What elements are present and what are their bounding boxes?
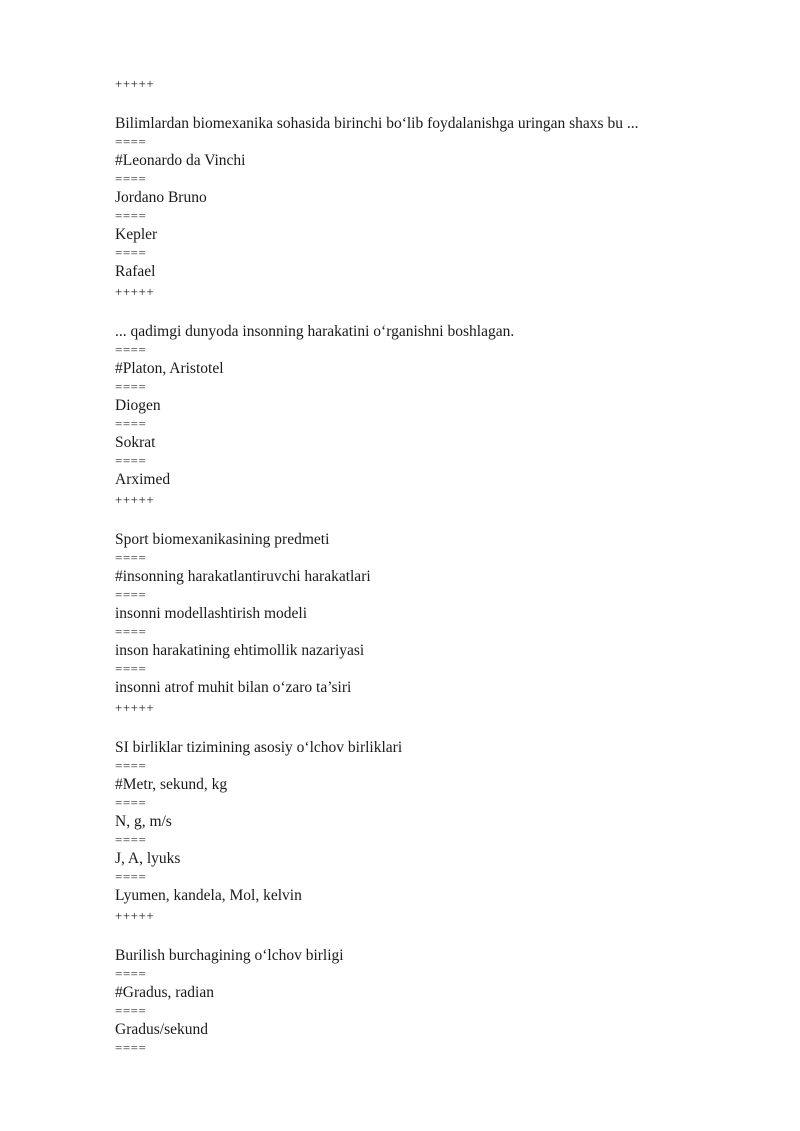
answer-separator: ====: [115, 869, 147, 884]
question-text: SI birliklar tizimining asosiy o‘lchov birliklari: [115, 739, 403, 756]
answer-option: N, g, m/s: [115, 813, 172, 830]
answer-correct: #Metr, sekund, kg: [115, 776, 228, 793]
question-block-3: [115, 492, 638, 700]
answer-correct: #Gradus, radian: [115, 984, 214, 1001]
answer-option: Rafael: [115, 263, 156, 280]
answer-correct: #insonning harakatlantiruvchi harakatlari: [115, 568, 371, 585]
question-separator: +++++: [115, 284, 155, 299]
question-separator: +++++: [115, 492, 155, 507]
answer-option: Diogen: [115, 397, 161, 414]
answer-separator: ====: [115, 1040, 147, 1055]
answer-separator: ====: [115, 624, 147, 639]
question-separator: +++++: [115, 76, 155, 91]
answer-option: Sokrat: [115, 434, 156, 451]
answer-separator: ====: [115, 587, 147, 602]
answer-separator: ====: [115, 379, 147, 394]
answer-separator: ====: [115, 661, 147, 676]
question-text: Burilish burchagining o‘lchov birligi: [115, 947, 344, 964]
answer-option: Jordano Bruno: [115, 189, 207, 206]
question-block-4: [115, 700, 638, 908]
answer-option: Kepler: [115, 226, 158, 243]
answer-separator: ====: [115, 453, 147, 468]
answer-option: Gradus/sekund: [115, 1021, 208, 1038]
answer-option: Arximed: [115, 471, 171, 488]
test-content: [115, 76, 638, 1054]
answer-separator: ====: [115, 758, 147, 773]
answer-separator: ====: [115, 966, 147, 981]
answer-option: Lyumen, kandela, Mol, kelvin: [115, 887, 302, 904]
question-text: ... qadimgi dunyoda insonning harakatini o‘rganishni boshlagan.: [115, 323, 515, 340]
answer-separator: ====: [115, 795, 147, 810]
answer-option: insonni modellashtirish modeli: [115, 605, 308, 622]
question-block-2: [115, 284, 638, 492]
answer-correct: #Platon, Aristotel: [115, 360, 224, 377]
question-separator: +++++: [115, 700, 155, 715]
question-block-5: [115, 908, 638, 1054]
answer-correct: #Leonardo da Vinchi: [115, 152, 246, 169]
answer-separator: ====: [115, 550, 147, 565]
question-separator: +++++: [115, 908, 155, 923]
answer-separator: ====: [115, 134, 147, 149]
answer-separator: ====: [115, 416, 147, 431]
answer-separator: ====: [115, 1003, 147, 1018]
answer-separator: ====: [115, 342, 147, 357]
answer-separator: ====: [115, 171, 147, 186]
question-block-1: [115, 76, 638, 284]
answer-option: inson harakatining ehtimollik nazariyasi: [115, 642, 365, 659]
answer-separator: ====: [115, 245, 147, 260]
answer-option: J, A, lyuks: [115, 850, 181, 867]
question-text: Bilimlardan biomexanika sohasida birinchi bo‘lib foydalanishga uringan shaxs bu ...: [115, 115, 639, 132]
answer-separator: ====: [115, 208, 147, 223]
answer-separator: ====: [115, 832, 147, 847]
answer-option: insonni atrof muhit bilan o‘zaro ta’siri: [115, 679, 352, 696]
question-text: Sport biomexanikasining predmeti: [115, 531, 330, 548]
